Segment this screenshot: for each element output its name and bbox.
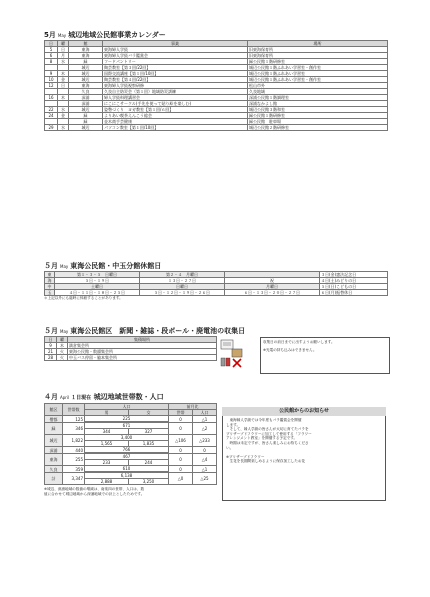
notice-line: 生花を長期間楽しめるように保存加工したお花 [226,459,306,464]
population-cell-total: 671 [85,423,169,429]
closing-cell: 月曜日 [225,284,320,290]
garbage-cell-weekday: 木 [57,343,68,349]
population-subheader-hh: 世帯 [169,410,193,416]
population-cell-pop-diff: △2 [193,423,217,435]
garbage-cell-place: 中玉バス停留・脇本集会所 [68,355,217,361]
calendar-cell-hall: 緑 [69,59,103,65]
population-cell-area: 僧都 [45,416,63,423]
calendar-cell-day: 29 [45,125,58,131]
population-cell-hh-diff: △106 [169,435,193,447]
population-cell-households: 125 [63,416,85,423]
garbage-cell-day: 21 [45,349,57,355]
calendar-month: 5月 [44,31,56,39]
closing-cell: 土曜日 [55,284,140,290]
population-cell-area: 東海 [45,454,63,466]
notice-line: 東海婦人学級では今年度もバラ鑑賞会を開催 [226,418,302,422]
garbage-note-2: ※光電の持ち込みはできません。 [263,347,317,352]
notice-box [222,407,386,503]
calendar-cell-event: 東海婦人学級視察研修 [103,83,248,89]
calendar-cell-hall: 城辺 [69,71,103,77]
population-month-en: April [60,395,70,400]
population-table [44,403,217,485]
closing-cell: ５日・１９日 [55,278,140,284]
closing-cell: 祝 [225,278,320,284]
calendar-cell-place: 城辺公民館１階ふれあい学習室 [248,71,388,77]
calendar-section [44,31,387,131]
population-cell-total: 766 [85,447,169,453]
population-header-population: 人口 [85,404,169,410]
calendar-cell-weekday: 日 [58,83,69,89]
calendar-cell-day: 6 [45,53,58,59]
notice-body [222,416,386,501]
population-cell-female: 3,250 [129,479,169,485]
population-cell-area: 深浦 [45,447,63,454]
notice-line: します。 [226,422,241,427]
population-section [44,393,216,496]
population-cell-hh-diff: 0 [169,454,193,466]
calendar-cell-event: にこにこサークル(手先を使って貼り絵を楽しむ) [103,101,248,107]
closing-row [45,290,388,296]
garbage-month-en: May [60,329,69,334]
population-body [45,416,217,485]
population-cell-pop-diff: 0 [193,447,217,454]
calendar-cell-day: 10 [45,77,58,83]
calendar-cell-weekday: 日 [58,47,69,53]
population-cell-households: 440 [63,447,85,454]
garbage-cell-weekday: 火 [57,349,68,355]
population-cell-male: 233 [85,460,129,466]
population-cell-hh-diff: 0 [169,416,193,423]
garbage-month: ５月 [44,327,58,335]
garbage-cell-day: 28 [45,355,57,361]
closing-body [45,272,388,296]
garbage-header-weekday: 曜 [57,337,68,343]
garbage-table [44,336,217,361]
calendar-cell-day: 24 [45,113,58,119]
notice-line: そして、婦人学級の皆さんが大切に育てたバラを [226,427,309,432]
calendar-cell-event: パソコン教室【第１回/10回】 [103,125,248,131]
calendar-cell-place: 久良地域 [248,89,388,95]
calendar-cell-weekday: 金 [58,77,69,83]
population-cell-households: 1,822 [63,435,85,447]
calendar-cell-place: 旧東海保育所 [248,47,388,53]
calendar-cell-hall: 城辺 [69,77,103,83]
population-cell-female: 327 [129,429,169,435]
closing-cell: １３日・２７日 [140,278,225,284]
calendar-header-event: 事業 [103,41,248,47]
garbage-row [45,355,217,361]
notice-line: プリザーブドフラワーに加工して使用する「フラワー [226,431,312,436]
population-cell-total: 610 [85,466,169,472]
population-cell-households: 3,347 [63,473,85,485]
population-cell-area: 久良 [45,466,63,473]
population-subheader-pop: 人口 [193,410,217,416]
population-row [45,473,217,479]
closing-section [44,262,387,301]
closing-cell: 第２・４ 月曜日 [140,272,225,278]
population-cell-area: 計 [45,473,63,485]
calendar-cell-day: 9 [45,71,58,77]
closing-title: 東海公民館・中玉分館休館日 [70,262,162,270]
garbage-section [44,327,387,370]
calendar-cell-place: 深浦なかよし館 [248,101,388,107]
closing-month-en: May [60,264,69,269]
population-cell-households: 346 [63,423,85,435]
population-cell-hh-diff: 0 [169,447,193,454]
population-cell-hh-diff: △0 [169,473,193,485]
calendar-row [45,125,388,131]
closing-note: ＊上記以外にも臨時に休館することがあります。 [44,296,123,300]
closing-cell: 海 [45,278,55,284]
calendar-cell-hall: 深浦 [69,101,103,107]
calendar-cell-event: 東海婦人学級バラ鑑賞会 [103,53,248,59]
calendar-body [45,47,388,131]
calendar-header-day: 日 [45,41,58,47]
calendar-table [44,40,388,131]
garbage-cell-weekday: 火 [57,355,68,361]
population-cell-households: 255 [63,454,85,466]
garbage-cell-day: 9 [45,343,57,349]
closing-cell: ３日(金)憲法記念日 [320,272,388,278]
calendar-cell-event: フードパントリー [103,59,248,65]
population-row [45,435,217,441]
calendar-cell-weekday: 水 [58,107,69,113]
population-heading [44,393,216,403]
population-title: 城辺地域世帯数・人口 [93,393,164,401]
population-month: ４月 [44,393,58,401]
garbage-notes-box [260,337,390,374]
calendar-cell-weekday: 木 [58,71,69,77]
closing-cell: 第１・３・５ 日曜日 [55,272,140,278]
calendar-header-hall: 館 [69,41,103,47]
calendar-cell-event: 姿勢づくり ヨガ教室【第１回/６回】 [103,107,248,113]
population-cell-total: 6,138 [85,473,169,479]
population-cell-total: 225 [85,416,169,422]
calendar-cell-hall: 城辺 [69,125,103,131]
population-cell-area: 緑 [45,423,63,435]
garbage-cell-place: 東海公民館・数韻集会所 [68,349,217,355]
closing-cell: ６日・１３日・２０日・２７日 [225,290,320,296]
population-cell-total: 467 [85,454,169,460]
calendar-cell-event: よりあい喫茶えんこう総会 [103,113,248,119]
calendar-cell-hall: 深浦 [69,95,103,101]
calendar-cell-event: 久良自主防災会（第１回）地域防災訓練 [103,89,248,95]
calendar-cell-weekday: 金 [58,113,69,119]
calendar-cell-hall: 緑 [69,119,103,125]
calendar-cell-weekday: 水 [58,125,69,131]
closing-cell: ６日(月)振替休日 [320,290,388,296]
closing-cell: ５日(日)こどもの日 [320,284,388,290]
population-cell-hh-diff: 0 [169,466,193,473]
closing-cell: ５日・１２日・１９日・２６日 [140,290,225,296]
calendar-cell-place: 緑公民館１階研修室 [248,113,388,119]
calendar-cell-event: 並木商手芸健康 [103,119,248,125]
population-cell-pop-diff: △4 [193,454,217,466]
population-cell-male: 344 [85,429,129,435]
notice-line: アレンジメント教室」を開催する予定です。 [226,436,298,441]
population-cell-total: 3,400 [85,435,169,441]
closing-cell: 東 [45,272,55,278]
population-cell-male: 1,565 [85,441,129,447]
calendar-cell-place: 城辺公民館２階研修室 [248,125,388,131]
calendar-cell-weekday: 月 [58,53,69,59]
population-note-2: 值に合わせて城辺地域から深浦地域での計上としたためです。 [44,491,145,496]
closing-heading [44,262,387,271]
population-date: １日現在 [71,395,92,401]
calendar-cell-place: 城辺公民館１階ふれあい学習室・創作室 [248,77,388,83]
calendar-heading [44,31,387,40]
closing-cell: ４日(土)みどりの日 [320,278,388,284]
population-cell-pop-diff: △1 [193,466,217,473]
closing-cell: 日曜日 [140,284,225,290]
notice-line: い。 [226,445,234,450]
closing-table [44,271,388,296]
calendar-cell-place: 深浦公民館１階調理室 [248,95,388,101]
calendar-cell-event: 国際交流講座【第１回/10回】 [103,71,248,77]
notice-line: 時期は未定ですが、皆さん楽しみにお待ちくださ [226,440,309,445]
garbage-body [45,343,217,361]
population-cell-area: 城辺 [45,435,63,447]
garbage-header-place: 集積場所 [68,337,217,343]
garbage-cell-place: 満倉集会所 [68,343,217,349]
population-cell-male: 2,888 [85,479,129,485]
garbage-heading [44,327,387,336]
closing-cell: 玉 [45,290,55,296]
garbage-header-day: 日 [45,337,57,343]
calendar-cell-event: 陶芸教室【第３回/22回】 [103,65,248,71]
calendar-cell-hall: 東海 [69,53,103,59]
calendar-cell-hall: 久良 [69,89,103,95]
calendar-cell-weekday: 水 [58,59,69,65]
calendar-cell-place: 旧東海保育所 [248,53,388,59]
calendar-cell-place: 緑公民館 駐車場 [248,119,388,125]
calendar-cell-hall: 城辺 [69,65,103,71]
calendar-cell-weekday: 木 [58,95,69,101]
closing-cell: 中 [45,284,55,290]
population-subheader-female: 女 [129,410,169,416]
calendar-header-weekday: 曜 [58,41,69,47]
recycle-items-icon [219,338,244,368]
closing-cell: ４日・１１日・１８日・２５日 [55,290,140,296]
population-cell-pop-diff: △1 [193,416,217,423]
calendar-cell-hall: 城辺 [69,107,103,113]
population-cell-pop-diff: △233 [193,435,217,447]
closing-month: ５月 [44,262,58,270]
calendar-cell-day: 22 [45,107,58,113]
population-cell-female: 1,835 [129,441,169,447]
calendar-cell-place: 城辺公民館１階ふれあい学習室・創作室 [248,65,388,71]
calendar-header-place: 場所 [248,41,388,47]
calendar-cell-hall: 東海 [69,83,103,89]
notice-title: 公民館からのお知らせ [222,407,386,416]
calendar-cell-event: 陶芸教室【第４回/22回】 [103,77,248,83]
population-header-area: 館区 [45,404,63,416]
garbage-title: 東海公民館区 新聞・雑誌・段ボール・廃電池の収集日 [70,327,246,335]
calendar-cell-hall: 東海 [69,47,103,53]
calendar-title: 城辺地域公民館事業カレンダー [68,31,166,39]
population-cell-hh-diff: 0 [169,423,193,435]
population-note-1: ※城辺、深浦地域の数値の増減は、南楽四の世帯、人口は、数 [44,487,145,491]
garbage-note-1: 収集日の前日までに出すようお願いします。 [263,340,335,344]
population-header-households: 世帯数 [63,404,85,416]
calendar-cell-place: 緑公民館１階研修室 [248,59,388,65]
calendar-cell-event: 東海婦人学級 [103,47,248,53]
notice-line: ※プリザーブドフラワー [226,454,265,459]
calendar-cell-place: 松山市外 [248,83,388,89]
population-header-diff: 前月比 [169,404,217,410]
calendar-cell-place: 城辺公民館３階和室 [248,107,388,113]
population-cell-households: 359 [63,466,85,473]
calendar-cell-event: 婦人学級料理講習会 [103,95,248,101]
calendar-cell-day: 5 [45,47,58,53]
calendar-cell-day: 16 [45,95,58,101]
calendar-month-en: May [57,33,67,38]
calendar-cell-day: 12 [45,83,58,89]
calendar-cell-hall: 緑 [69,113,103,119]
population-cell-female: 244 [129,460,169,466]
calendar-cell-day: 8 [45,59,58,65]
population-cell-pop-diff: △25 [193,473,217,485]
population-subheader-male: 男 [85,410,129,416]
